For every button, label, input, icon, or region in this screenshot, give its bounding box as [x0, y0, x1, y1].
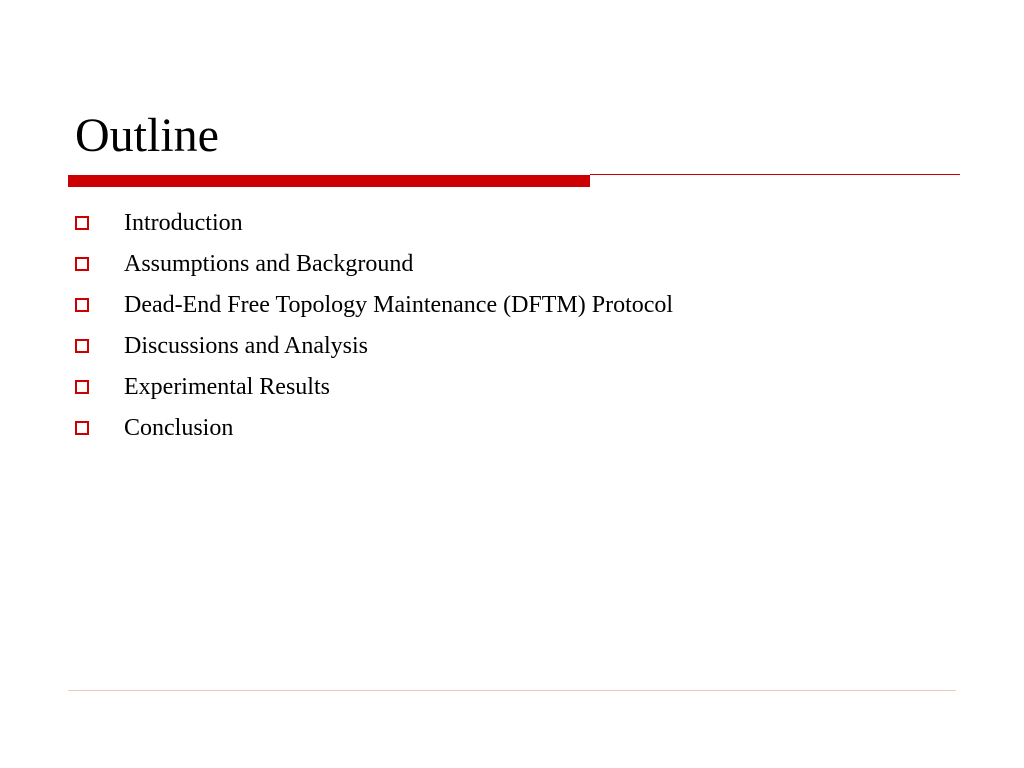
list-item: [75, 366, 673, 407]
slide-title: Outline: [75, 109, 219, 162]
hollow-square-icon: [75, 216, 89, 230]
hollow-square-icon: [75, 298, 89, 312]
list-item: [75, 325, 673, 366]
bullet-text: Discussions and Analysis: [124, 332, 369, 359]
bullet-list: [75, 202, 673, 448]
list-item: [75, 243, 673, 284]
bullet-text: Assumptions and Background: [124, 250, 414, 277]
list-item: [75, 202, 673, 243]
list-item: [75, 407, 673, 448]
title-underline-thick: [68, 175, 590, 187]
hollow-square-icon: [75, 421, 89, 435]
hollow-square-icon: [75, 339, 89, 353]
bullet-text: Introduction: [124, 209, 243, 236]
bullet-text: Experimental Results: [124, 373, 330, 400]
list-item: [75, 284, 673, 325]
bullet-text: Conclusion: [124, 414, 234, 441]
title-underline-thin: [590, 174, 960, 175]
footer-divider: [68, 690, 956, 691]
hollow-square-icon: [75, 257, 89, 271]
hollow-square-icon: [75, 380, 89, 394]
bullet-text: Dead-End Free Topology Maintenance (DFTM) Protocol: [124, 291, 674, 318]
